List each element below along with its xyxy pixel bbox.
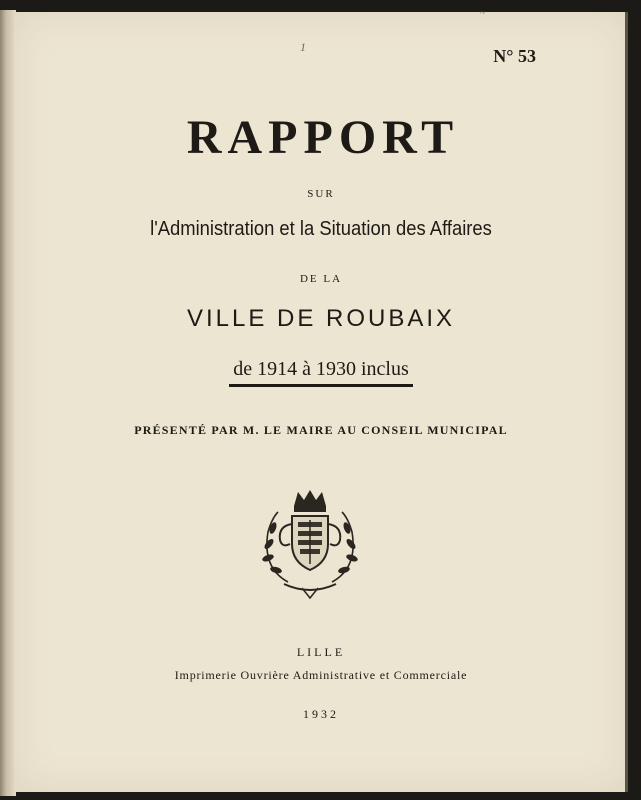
presented-by: PRÉSENTÉ PAR M. LE MAIRE AU CONSEIL MUNICIPAL [134,423,508,437]
document-number: N° 53 [493,46,536,66]
publication-year: 1932 [303,707,339,721]
document-title: RAPPORT [186,111,460,164]
roubaix-coat-of-arms-icon [248,486,372,604]
pencil-page-mark: 1 [300,40,306,54]
city-name: VILLE DE ROUBAIX [186,305,456,332]
page-shadow [625,12,628,792]
imprint-city: LILLE [296,645,346,659]
document-subtitle: l'Administration et la Situation des Affaires [150,218,492,240]
de-la-label: DE LA [299,273,343,285]
sur-label: SUR [307,188,335,200]
document-page [14,8,628,792]
pencil-annotation-top: ~ [480,8,487,19]
printer-name: Imprimerie Ouvrière Administrative et Commerciale [174,668,468,682]
years-range: de 1914 à 1930 inclus [229,358,413,387]
years-block [14,358,628,387]
